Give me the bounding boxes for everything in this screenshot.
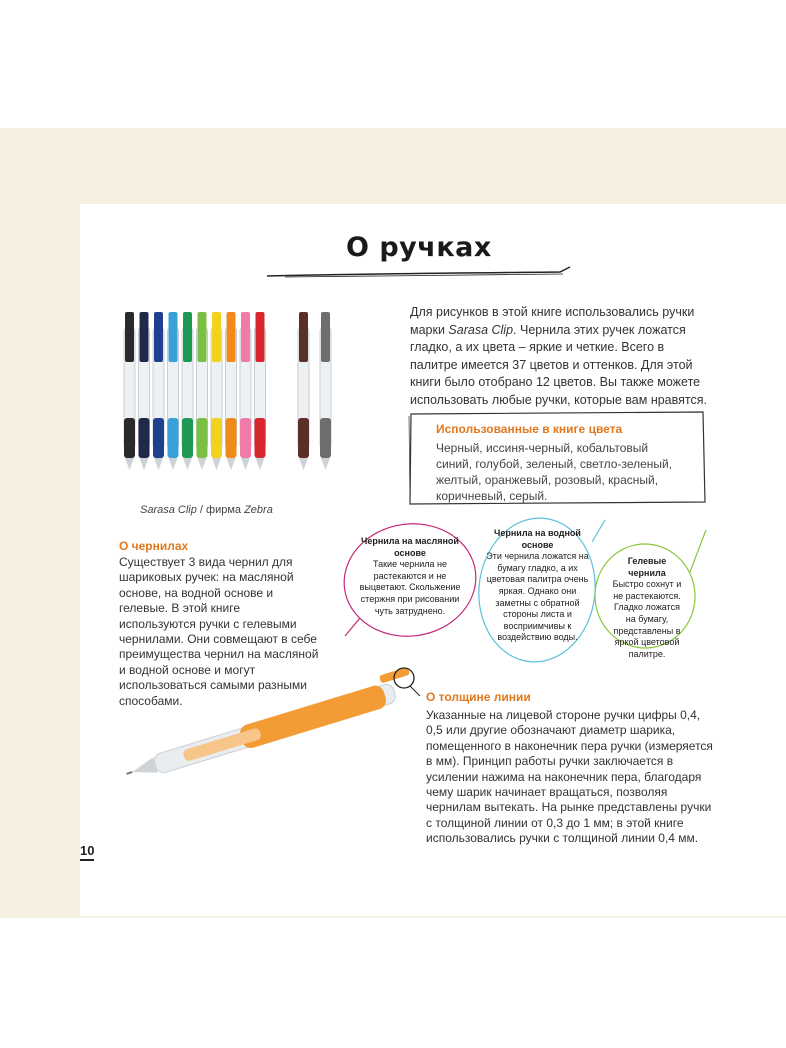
bubble-water-text: Эти чернила ложатся на бумагу гладко, а их цветовая палитра очень яркая. Однако они заметны с обратной стороны листа и восприимчивы к воздействию воды.	[486, 551, 589, 643]
bubble-oil-text: Такие чернила не растекаются и не выцветают. Скольжение стержня при рисовании чуть затруднено.	[359, 559, 461, 616]
page-title: О ручках	[346, 232, 492, 263]
bubble-gel-ink	[608, 556, 686, 660]
colors-box-title: Использованные в книге цвета	[436, 422, 623, 436]
bubble-water-title: Чернила на водной основе	[494, 528, 581, 550]
line-width-heading: О толщине линии	[426, 690, 531, 704]
bubble-gel-title: Гелевые чернила	[627, 556, 667, 578]
bubble-gel-text: Быстро сохнут и не растекаются. Гладко ложатся на бумагу, представлены в яркой цветовой палитре.	[612, 579, 682, 659]
orange-pen-photo	[120, 660, 430, 790]
line-width-paragraph: Указанные на лицевой стороне ручки цифры 0,4, 0,5 или другие обозначают диаметр шарика, помещенного в наконечник пера ручки (измеряется в мм). Принцип работы ручки заключается в усилении нажима на наконечник пера, благодаря чему шарик начинает вращаться, позволяя чернилам вытекать. На рынке представлены ручки с толщиной линии от 0,3 до 1 мм; в этой книге использовались ручки с толщиной линии 0,4 мм.	[426, 708, 713, 846]
bubble-oil-ink	[355, 536, 465, 617]
ink-paragraph: Существует 3 вида чернил для шариковых ручек: на масляной основе, на водной основе и гелевые. В этой книге используются ручки с гелевыми чернилами. Они совмещают в себе преимущества чернил на масляной и водной основе и могут использоваться самыми разными способами.	[119, 555, 319, 708]
intro-paragraph: Для рисунков в этой книге использовались ручки марки Sarasa Clip. Чернила этих ручек ложатся гладко, а их цвета – яркие и четкие. Всего в палитре имеется 37 цветов и оттенков. Для этой книги было отобрано 12 цветов. Вы также можете использовать любые ручки, которые вам нравятся.	[410, 305, 707, 407]
photo-caption: Sarasa Clip / фирма Zebra	[140, 504, 273, 516]
bubble-oil-title: Чернила на масляной основе	[361, 536, 459, 558]
colors-box-text: Черный, иссиня-черный, кобальтовый синий, голубой, зеленый, светло-зеленый, желтый, оранжевый, розовый, красный, коричневый, серый.	[436, 441, 673, 503]
page-number: 10	[80, 843, 94, 861]
brand-name: Sarasa Clip	[448, 322, 514, 337]
bubble-water-ink	[485, 528, 590, 644]
ink-heading: О чернилах	[119, 539, 189, 553]
